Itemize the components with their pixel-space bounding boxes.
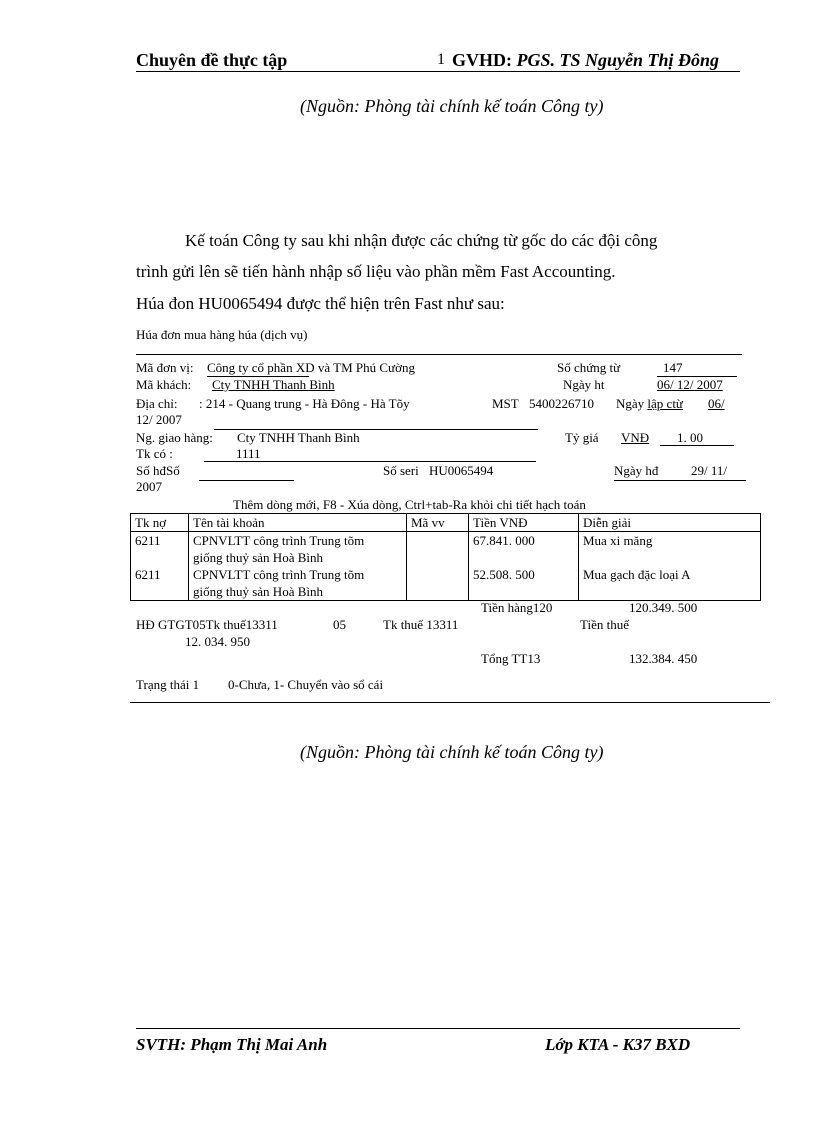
header-right xyxy=(452,50,719,71)
cell-code[interactable] xyxy=(407,532,469,567)
cell-debit[interactable]: 6211 xyxy=(131,532,189,567)
paragraph-line-3: Húa đon HU0065494 được thể hiện trên Fast như sau: xyxy=(136,294,505,313)
unit-label: Mã đơn vị: xyxy=(136,360,194,375)
vat-account[interactable]: Tk thuế 13311 xyxy=(383,617,459,632)
status-label: Trạng thái 1 xyxy=(136,677,200,692)
voucher-field[interactable]: 147 xyxy=(663,360,683,375)
created-date-field[interactable]: 06/ xyxy=(708,396,725,411)
footer-rule xyxy=(136,1028,740,1029)
grand-total-label: Tổng TT13 xyxy=(481,651,541,666)
page-number: 1 xyxy=(437,51,445,68)
cell-description[interactable]: Mua gạch đặc loại A xyxy=(579,566,761,601)
cell-account-name[interactable] xyxy=(189,532,407,567)
invoice-date-underline xyxy=(614,480,746,481)
created-date-label-a: Ngày xyxy=(616,396,648,411)
col-header-description: Diễn giải xyxy=(579,514,761,532)
vat-money-value[interactable]: 12. 034. 950 xyxy=(185,634,250,649)
mst-label: MST xyxy=(492,396,519,411)
col-header-account-name: Tên tài khoản xyxy=(189,514,407,532)
grand-total-value[interactable]: 132.384. 450 xyxy=(629,651,698,666)
cell-code[interactable] xyxy=(407,566,469,601)
cell-description[interactable]: Mua xi măng xyxy=(579,532,761,567)
hint-text: Thêm dòng mới, F8 - Xúa dòng, Ctrl+tab-Ra khỏi chi tiết hạch toán xyxy=(233,497,586,512)
credit-label: Tk có : xyxy=(136,446,173,461)
source-note-top: (Nguồn: Phòng tài chính kế toán Công ty) xyxy=(300,96,604,116)
advisor-label: GVHD: xyxy=(452,50,517,70)
invoice-no-underline xyxy=(199,480,294,481)
cell-amount[interactable]: 67.841. 000 xyxy=(469,532,579,567)
serial-label: Số seri xyxy=(383,463,419,478)
header-left: Chuyên đề thực tập xyxy=(136,50,288,70)
account-name-line-1: CPNVLTT công trình Trung tõm xyxy=(193,567,365,582)
invoice-date-field-cont: 2007 xyxy=(136,479,162,494)
created-date-field-cont: 12/ 2007 xyxy=(136,412,182,427)
date-field[interactable]: 06/ 12/ 2007 xyxy=(657,377,723,392)
col-header-debit: Tk nợ xyxy=(131,514,189,532)
serial-field[interactable]: HU0065494 xyxy=(429,463,494,478)
paragraph-line-1: Kế toán Công ty sau khi nhận được các chứng từ gốc do các đội công xyxy=(185,231,658,250)
unit-field[interactable]: Công ty cổ phần XD và TM Phú Cường xyxy=(207,360,415,375)
delivery-label: Ng. giao hàng: xyxy=(136,430,213,445)
delivery-field[interactable]: Cty TNHH Thanh Bình xyxy=(237,430,360,445)
table-header-row xyxy=(131,514,761,532)
customer-field[interactable]: Cty TNHH Thanh Bình xyxy=(212,377,335,392)
cell-amount[interactable]: 52.508. 500 xyxy=(469,566,579,601)
source-note-bottom: (Nguồn: Phòng tài chính kế toán Công ty) xyxy=(300,742,604,762)
account-name-line-2: giống thuỷ sản Hoà Bình xyxy=(193,584,323,599)
footer-class: Lớp KTA - K37 BXD xyxy=(545,1035,691,1054)
rate-field[interactable]: 1. 00 xyxy=(677,430,703,445)
created-date-label-b: lập ctừ xyxy=(647,396,683,411)
created-date-label xyxy=(616,396,683,412)
rate-underline xyxy=(660,445,734,446)
form-bottom-rule xyxy=(130,702,770,703)
invoice-date-label: Ngày hđ xyxy=(614,463,659,478)
address-label: Địa chỉ: xyxy=(136,396,178,411)
detail-table xyxy=(130,513,761,601)
credit-field[interactable]: 1111 xyxy=(236,446,261,461)
invoice-no-label: Số hđSố xyxy=(136,463,180,478)
vat-money-label: Tiền thuế xyxy=(580,617,629,632)
footer-student: SVTH: Phạm Thị Mai Anh xyxy=(136,1035,328,1054)
table-row[interactable] xyxy=(131,566,761,601)
address-field[interactable]: : 214 - Quang trung - Hà Đông - Hà Tõy xyxy=(199,396,410,411)
account-name-line-1: CPNVLTT công trình Trung tõm xyxy=(193,533,365,548)
date-label: Ngày ht xyxy=(563,377,605,392)
vat-rate[interactable]: 05 xyxy=(333,617,346,632)
header-rule xyxy=(136,71,740,72)
vat-invoice-label: HĐ GTGT05Tk thuế13311 xyxy=(136,617,278,632)
col-header-amount: Tiền VNĐ xyxy=(469,514,579,532)
customer-label: Mã khách: xyxy=(136,377,192,392)
status-description: 0-Chưa, 1- Chuyển vào sổ cái xyxy=(228,677,384,692)
voucher-label: Số chứng từ xyxy=(557,360,621,375)
mst-field[interactable]: 5400226710 xyxy=(529,396,594,411)
goods-total-label: Tiền hàng120 xyxy=(481,600,553,615)
cell-account-name[interactable] xyxy=(189,566,407,601)
advisor-name: PGS. TS Nguyễn Thị Đông xyxy=(516,50,720,70)
form-title: Húa đơn mua hàng húa (dịch vụ) xyxy=(136,327,308,342)
form-top-rule xyxy=(136,354,742,355)
table-row[interactable] xyxy=(131,532,761,567)
account-name-line-2: giống thuỷ sản Hoà Bình xyxy=(193,550,323,565)
goods-total-value[interactable]: 120.349. 500 xyxy=(629,600,698,615)
credit-underline xyxy=(204,461,536,462)
rate-label: Tỷ giá xyxy=(565,430,599,445)
rate-currency[interactable]: VNĐ xyxy=(621,430,650,445)
col-header-code: Mã vv xyxy=(407,514,469,532)
paragraph-line-2: trình gửi lên sẽ tiến hành nhập số liệu vào phần mềm Fast Accounting. xyxy=(136,262,616,281)
invoice-date-field[interactable]: 29/ 11/ xyxy=(691,463,727,478)
cell-debit[interactable]: 6211 xyxy=(131,566,189,601)
